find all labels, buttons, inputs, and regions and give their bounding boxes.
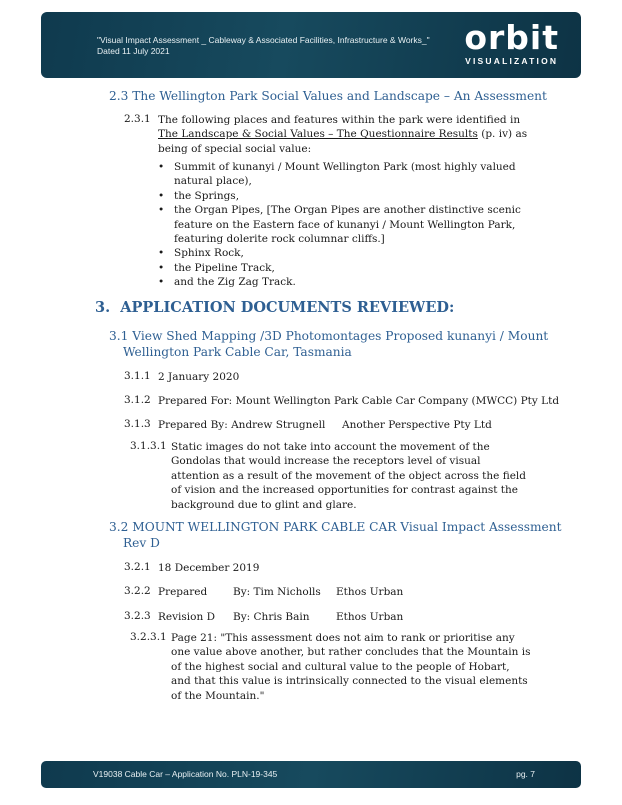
- section-3-2-heading-line2: Rev D: [123, 536, 160, 550]
- header-date: Dated 11 July 2021: [97, 46, 170, 56]
- para-number: 3.2.3: [124, 610, 151, 622]
- list-item: • the Pipeline Track,: [158, 261, 528, 275]
- special-values-list: [158, 160, 528, 290]
- section-2-3-heading: 2.3 The Wellington Park Social Values and Landscape – An Assessment: [109, 89, 547, 103]
- section-3-heading: 3. APPLICATION DOCUMENTS REVIEWED:: [95, 299, 455, 316]
- para-number: 3.1.3: [124, 418, 151, 430]
- footer-application-ref: V19038 Cable Car – Application No. PLN-19-345: [93, 769, 278, 779]
- revision-label: Revision D: [158, 611, 215, 623]
- section-3-1-heading-line1: 3.1 View Shed Mapping /3D Photomontages Proposed kunanyi / Mount: [109, 329, 549, 343]
- para-number: 3.1.1: [124, 370, 151, 382]
- para-3-2-1: 18 December 2019: [158, 562, 260, 574]
- list-item: • Summit of kunanyi / Mount Wellington Park (most highly valued natural place),: [158, 160, 528, 189]
- section-3-1-heading-line2: Wellington Park Cable Car, Tasmania: [123, 345, 352, 359]
- section-3-2-heading-line1: 3.2 MOUNT WELLINGTON PARK CABLE CAR Visual Impact Assessment: [109, 520, 562, 534]
- para-3-1-1: 2 January 2020: [158, 371, 240, 383]
- page-header: [41, 12, 581, 78]
- prepared-company: Ethos Urban: [336, 586, 404, 598]
- page-number: pg. 7: [516, 769, 535, 779]
- revision-company: Ethos Urban: [336, 611, 404, 623]
- sub-para-number: 3.2.3.1: [130, 631, 167, 643]
- list-item: • Sphinx Rock,: [158, 246, 528, 260]
- para-3-1-3: Prepared By: Andrew Strugnell Another Perspective Pty Ltd: [158, 419, 492, 431]
- reference-title: The Landscape & Social Values – The Questionnaire Results: [158, 128, 478, 141]
- para-3-1-3-1: Static images do not take into account the movement of the Gondolas that would increase the receptors level of visual attention as a result of the movement of the object across the field of vision and the increased opportunities for contrast against the background due to glint and glare.: [171, 441, 527, 511]
- page-footer: [41, 761, 581, 788]
- para-number: 2.3.1: [124, 113, 151, 125]
- orbit-logo: [464, 18, 559, 66]
- prepared-by: By: Tim Nicholls: [233, 586, 321, 598]
- list-item: • and the Zig Zag Track.: [158, 275, 528, 289]
- para-3-1-2: Prepared For: Mount Wellington Park Cable Car Company (MWCC) Pty Ltd: [158, 395, 560, 407]
- header-document-title: "Visual Impact Assessment _ Cableway & Associated Facilities, Infrastructure & Works_": [97, 35, 430, 45]
- list-item: • the Springs,: [158, 189, 528, 203]
- sub-para-number: 3.1.3.1: [130, 440, 167, 452]
- logo-word: orbit: [464, 18, 559, 57]
- list-item: • the Organ Pipes, [The Organ Pipes are another distinctive scenic feature on the Eastern face of kunanyi / Mount Wellington Park, featuring dolerite rock columnar cliffs.]: [158, 203, 528, 246]
- para-number: 3.1.2: [124, 394, 151, 406]
- para-number: 3.2.1: [124, 561, 151, 573]
- para-3-2-3-1: Page 21: "This assessment does not aim to rank or prioritise any one value above another, but rather concludes that the Mountain is of the highest social and cultural value to the people of Hobart, and that this value is intrinsically connected to the visual elements of the Mountain.": [171, 632, 531, 702]
- prepared-label: Prepared: [158, 586, 208, 598]
- para-2-3-1: The following places and features within the park were identified in The Landscape & Social Values – The Questionnaire Results (p. iv) as being of special social value:: [158, 114, 528, 155]
- para-number: 3.2.2: [124, 585, 151, 597]
- revision-by: By: Chris Bain: [233, 611, 310, 623]
- logo-subtitle: VISUALIZATION: [465, 56, 559, 66]
